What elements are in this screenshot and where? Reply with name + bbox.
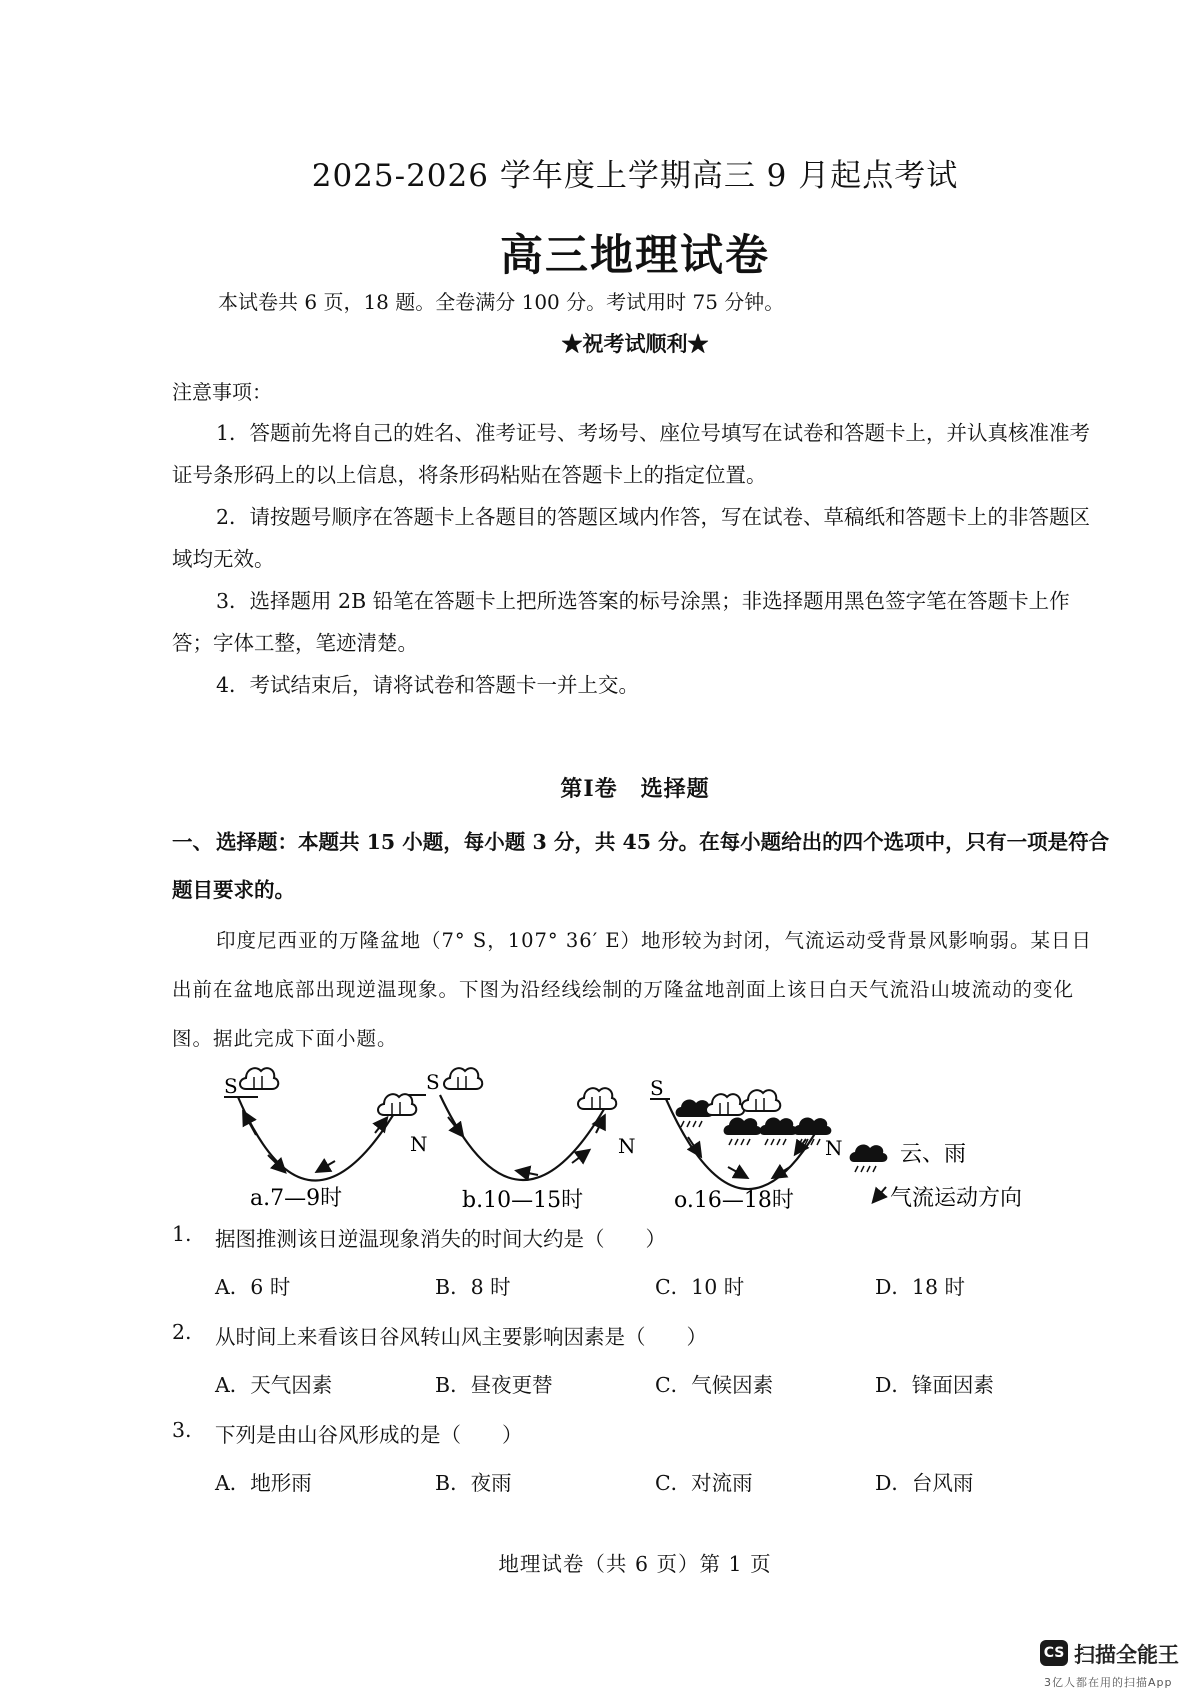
- south-label: S: [224, 1074, 238, 1098]
- question-3-option-b: B．夜雨: [435, 1471, 512, 1495]
- reading-passage: [172, 916, 1102, 1063]
- notice-item-2: [172, 496, 1102, 580]
- notice-item-text: 3．选择题用 2B 铅笔在答题卡上把所选答案的标号涂黑；非选择题用黑色签字笔在答题卡上作答；字体工整，笔迹清楚。: [172, 589, 1070, 655]
- exam-title: 2025-2026 学年度上学期高三 9 月起点考试: [311, 158, 959, 194]
- scanner-tagline: 3亿人都在用的扫描App: [1044, 1676, 1173, 1689]
- question-2-option-a: A．天气因素: [215, 1373, 333, 1397]
- south-label: S: [650, 1076, 664, 1100]
- question-1-stem: 据图推测该日逆温现象消失的时间大约是（ ）: [215, 1227, 666, 1251]
- scanner-logo-icon: CS: [1040, 1640, 1068, 1666]
- question-3-option-a: A．地形雨: [215, 1471, 312, 1495]
- notice-heading: 注意事项：: [172, 380, 272, 404]
- notice-item-1: [172, 412, 1102, 496]
- panel-a-diagram: [224, 1068, 428, 1211]
- north-label: N: [825, 1136, 843, 1160]
- figure-legend: [850, 1142, 1022, 1211]
- question-3-option-c: C．对流雨: [655, 1471, 753, 1495]
- airflow-arrow-icon: [874, 1187, 886, 1201]
- question-2-option-d: D．锋面因素: [875, 1373, 994, 1397]
- subject-title: 高三地理试卷: [500, 231, 770, 281]
- notice-item-text: 2．请按题号顺序在答题卡上各题目的答题区域内作答，写在试卷、草稿纸和答题卡上的非答题区域均无效。: [172, 505, 1091, 571]
- page-footer: 地理试卷（共 6 页）第 1 页: [498, 1552, 772, 1576]
- valley-wind-figure: [200, 1055, 1080, 1215]
- notice-item-4: [172, 664, 1102, 706]
- notice-item-text: 1．答题前先将自己的姓名、准考证号、考场号、座位号填写在试卷和答题卡上，并认真核准准考证号条形码上的以上信息，将条形码粘贴在答题卡上的指定位置。: [172, 421, 1091, 487]
- paper-info: 本试卷共 6 页，18 题。全卷满分 100 分。考试用时 75 分钟。: [218, 290, 785, 314]
- section-instruction: [172, 818, 1117, 914]
- legend-cloud-rain: 云、雨: [900, 1142, 967, 1167]
- legend-airflow: 气流运动方向: [890, 1186, 1023, 1211]
- question-1-option-b: B．8 时: [435, 1275, 511, 1299]
- panel-b-caption: b.10—15时: [462, 1188, 584, 1213]
- section-instruction-text: 选择题：本题共 15 小题，每小题 3 分，共 45 分。在每小题给出的四个选项中，只有一项是符合题目要求的。: [172, 830, 1110, 902]
- question-1-option-c: C．10 时: [655, 1275, 745, 1299]
- good-luck-banner: ★祝考试顺利★: [561, 331, 709, 356]
- south-label: S: [426, 1070, 440, 1094]
- rain-cloud-icon: [724, 1118, 762, 1145]
- passage-text: 印度尼西亚的万隆盆地（7° S，107° 36′ E）地形较为封闭，气流运动受背景风影响弱。某日日出前在盆地底部出现逆温现象。下图为沿经线绘制的万隆盆地剖面上该日白天气流沿山坡流动的变化图。据此完成下面小题。: [172, 929, 1093, 1050]
- section-title: 第Ⅰ卷 选择题: [560, 776, 710, 802]
- scanner-app-name: 扫描全能王: [1074, 1643, 1179, 1667]
- question-1-option-d: D．18 时: [875, 1275, 966, 1299]
- panel-c-caption: o.16—18时: [674, 1188, 794, 1213]
- question-2-option-c: C．气候因素: [655, 1373, 774, 1397]
- question-3-option-d: D．台风雨: [875, 1471, 974, 1495]
- north-label: N: [410, 1132, 428, 1156]
- panel-b-diagram: [408, 1068, 636, 1213]
- panel-a-caption: a.7—9时: [250, 1186, 343, 1211]
- notice-item-text: 4．考试结束后，请将试卷和答题卡一并上交。: [216, 673, 640, 697]
- question-1-number: 1.: [172, 1222, 192, 1246]
- rain-cloud-icon: [760, 1118, 798, 1145]
- question-1-option-a: A．6 时: [215, 1275, 291, 1299]
- question-2-option-b: B．昼夜更替: [435, 1373, 553, 1397]
- panel-c-diagram: [650, 1076, 843, 1213]
- question-2-stem: 从时间上来看该日谷风转山风主要影响因素是（ ）: [215, 1325, 707, 1349]
- section-instruction-number: 一、: [172, 830, 213, 854]
- north-label: N: [618, 1134, 636, 1158]
- notice-item-3: [172, 580, 1102, 664]
- cloud-rain-legend-icon: [850, 1145, 888, 1172]
- question-2-number: 2.: [172, 1320, 192, 1344]
- question-3-number: 3.: [172, 1418, 192, 1442]
- question-3-stem: 下列是由山谷风形成的是（ ）: [215, 1423, 523, 1447]
